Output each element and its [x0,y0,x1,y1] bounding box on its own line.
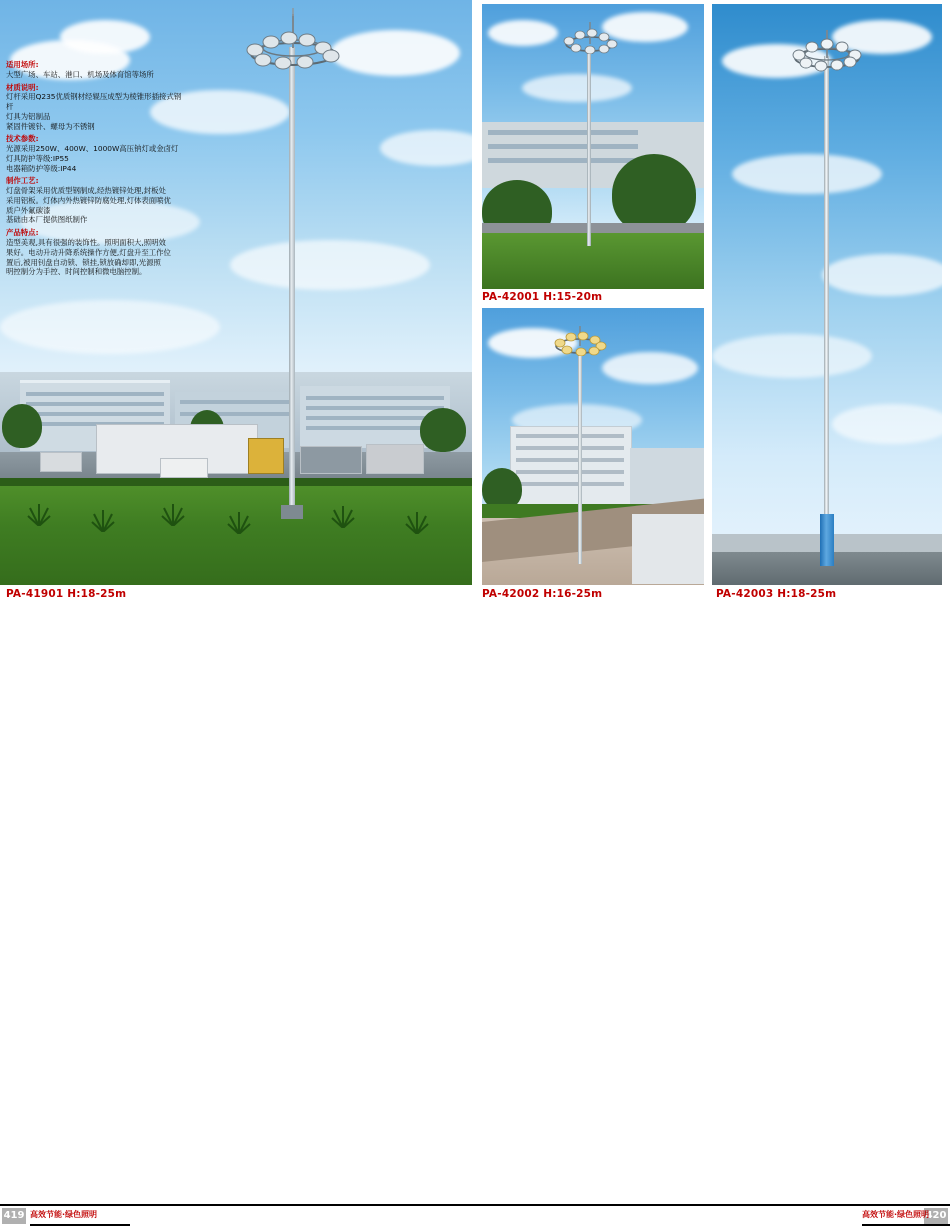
cloud [832,404,942,444]
building-window-row [488,158,638,163]
footer-rule [0,1204,950,1206]
cloud [602,352,698,384]
building-window-row [516,470,624,474]
building-window-row [26,392,164,396]
high-mast-pole [824,56,829,526]
truck [366,444,424,474]
road [482,223,704,233]
shrub [226,508,252,534]
spec-heading: 技术参数: [6,134,39,144]
building-window-row [488,144,638,149]
tree [2,404,42,448]
building-window-row [306,396,444,400]
cloud [330,30,460,76]
page-number-right: 420 [924,1208,948,1224]
building-window-row [26,402,164,406]
building-window-row [306,406,444,410]
spec-heading: 产品特点: [6,228,39,238]
building-window-row [516,434,624,438]
spec-heading: 材质说明: [6,82,39,92]
product-photo-pa42001 [482,4,704,289]
product-photo-pa42002 [482,308,704,585]
spec-line: 果好。电动升动升降系统操作方便,灯盘升至工作位 [6,247,171,257]
lamp-head-ring [790,28,864,72]
shrub [160,500,186,526]
high-mast-pole [289,47,295,517]
tree [612,154,696,234]
shrub [90,506,116,532]
pole-base [281,505,303,519]
cloud [712,334,872,378]
spec-line: 灯具为铝制品 [6,111,51,121]
spec-line: 电器箱防护等级:IP44 [6,163,77,173]
shrub [330,502,356,528]
spec-line: 光源采用250W、400W、1000W高压钠灯或金卤灯 [6,144,179,154]
product-photo-pa42003 [712,4,942,585]
tree [420,408,466,452]
lamp-head-ring [243,8,343,70]
specification-text [6,60,186,277]
truck [300,446,362,474]
building-window-row [516,482,624,486]
lamp-head-ring [562,20,618,54]
cloud [522,74,632,102]
lamp-head-ring [552,324,608,356]
spec-line: 明控制分为手控、时间控制和微电脑控制。 [6,267,147,277]
building-window-row [180,400,290,404]
spec-line: 紧固件镀钋、螺母为不锈钢 [6,121,95,131]
spec-line: 造型美观,具有很强的装饰性。照明面积大,照明效 [6,238,166,248]
footer-slogan-left: 高效节能·绿色照明 [30,1210,98,1219]
spec-heading: 适用场所: [6,60,39,69]
page-number-left: 419 [2,1208,26,1224]
spec-line: 置后,被用钊盘自动锁、锁挂,锁放确却即,光源照 [6,257,161,267]
spec-line: 灯杆采用Q235优质钢材经辊压成型为棱锥形插接式钢杆 [6,92,182,112]
car [40,452,82,472]
caption-pa42001: PA-42001 H:15-20m [482,291,603,303]
cloud [230,240,430,290]
truck-cab [248,438,284,474]
page-spine [474,0,476,620]
shrub [404,508,430,534]
van [160,458,208,478]
spec-line: 灯盘骨架采用优质型钢制成,经热镀锌处理,封板处 [6,186,166,196]
cloud [488,20,558,46]
high-mast-pole [587,46,591,246]
caption-pa42003: PA-42003 H:18-25m [716,588,837,600]
spec-line: 采用铝板。灯体内外热镀锌防腐处理,灯体表面喷优 [6,195,171,205]
spec-heading: 制作工艺: [6,176,39,186]
lawn [482,229,704,289]
building-window-row [488,130,638,135]
building-window-row [516,446,624,450]
shrub [26,500,52,526]
building-window-row [516,458,624,462]
caption-pa41901: PA-41901 H:18-25m [6,588,127,600]
spec-line: 质户外氟碳漆 [6,205,51,215]
spec-line: 大型广场、车站、港口、机场及体育馆等场所 [6,69,154,79]
cloud [0,300,220,354]
cloud [822,254,942,296]
caption-pa42002: PA-42002 H:16-25m [482,588,603,600]
high-mast-pole [578,348,582,564]
pole-base-cover [820,514,834,566]
sidewalk [632,514,704,584]
cloud [732,154,882,194]
spec-line: 基础由本厂提供图纸制作 [6,215,88,225]
lawn [0,486,472,585]
building-window-row [26,412,164,416]
footer-slogan-right: 高效节能·绿色照明 [862,1210,930,1219]
cloud [60,20,150,54]
building [510,426,632,510]
spec-line: 灯具防护等级:IP55 [6,153,69,163]
